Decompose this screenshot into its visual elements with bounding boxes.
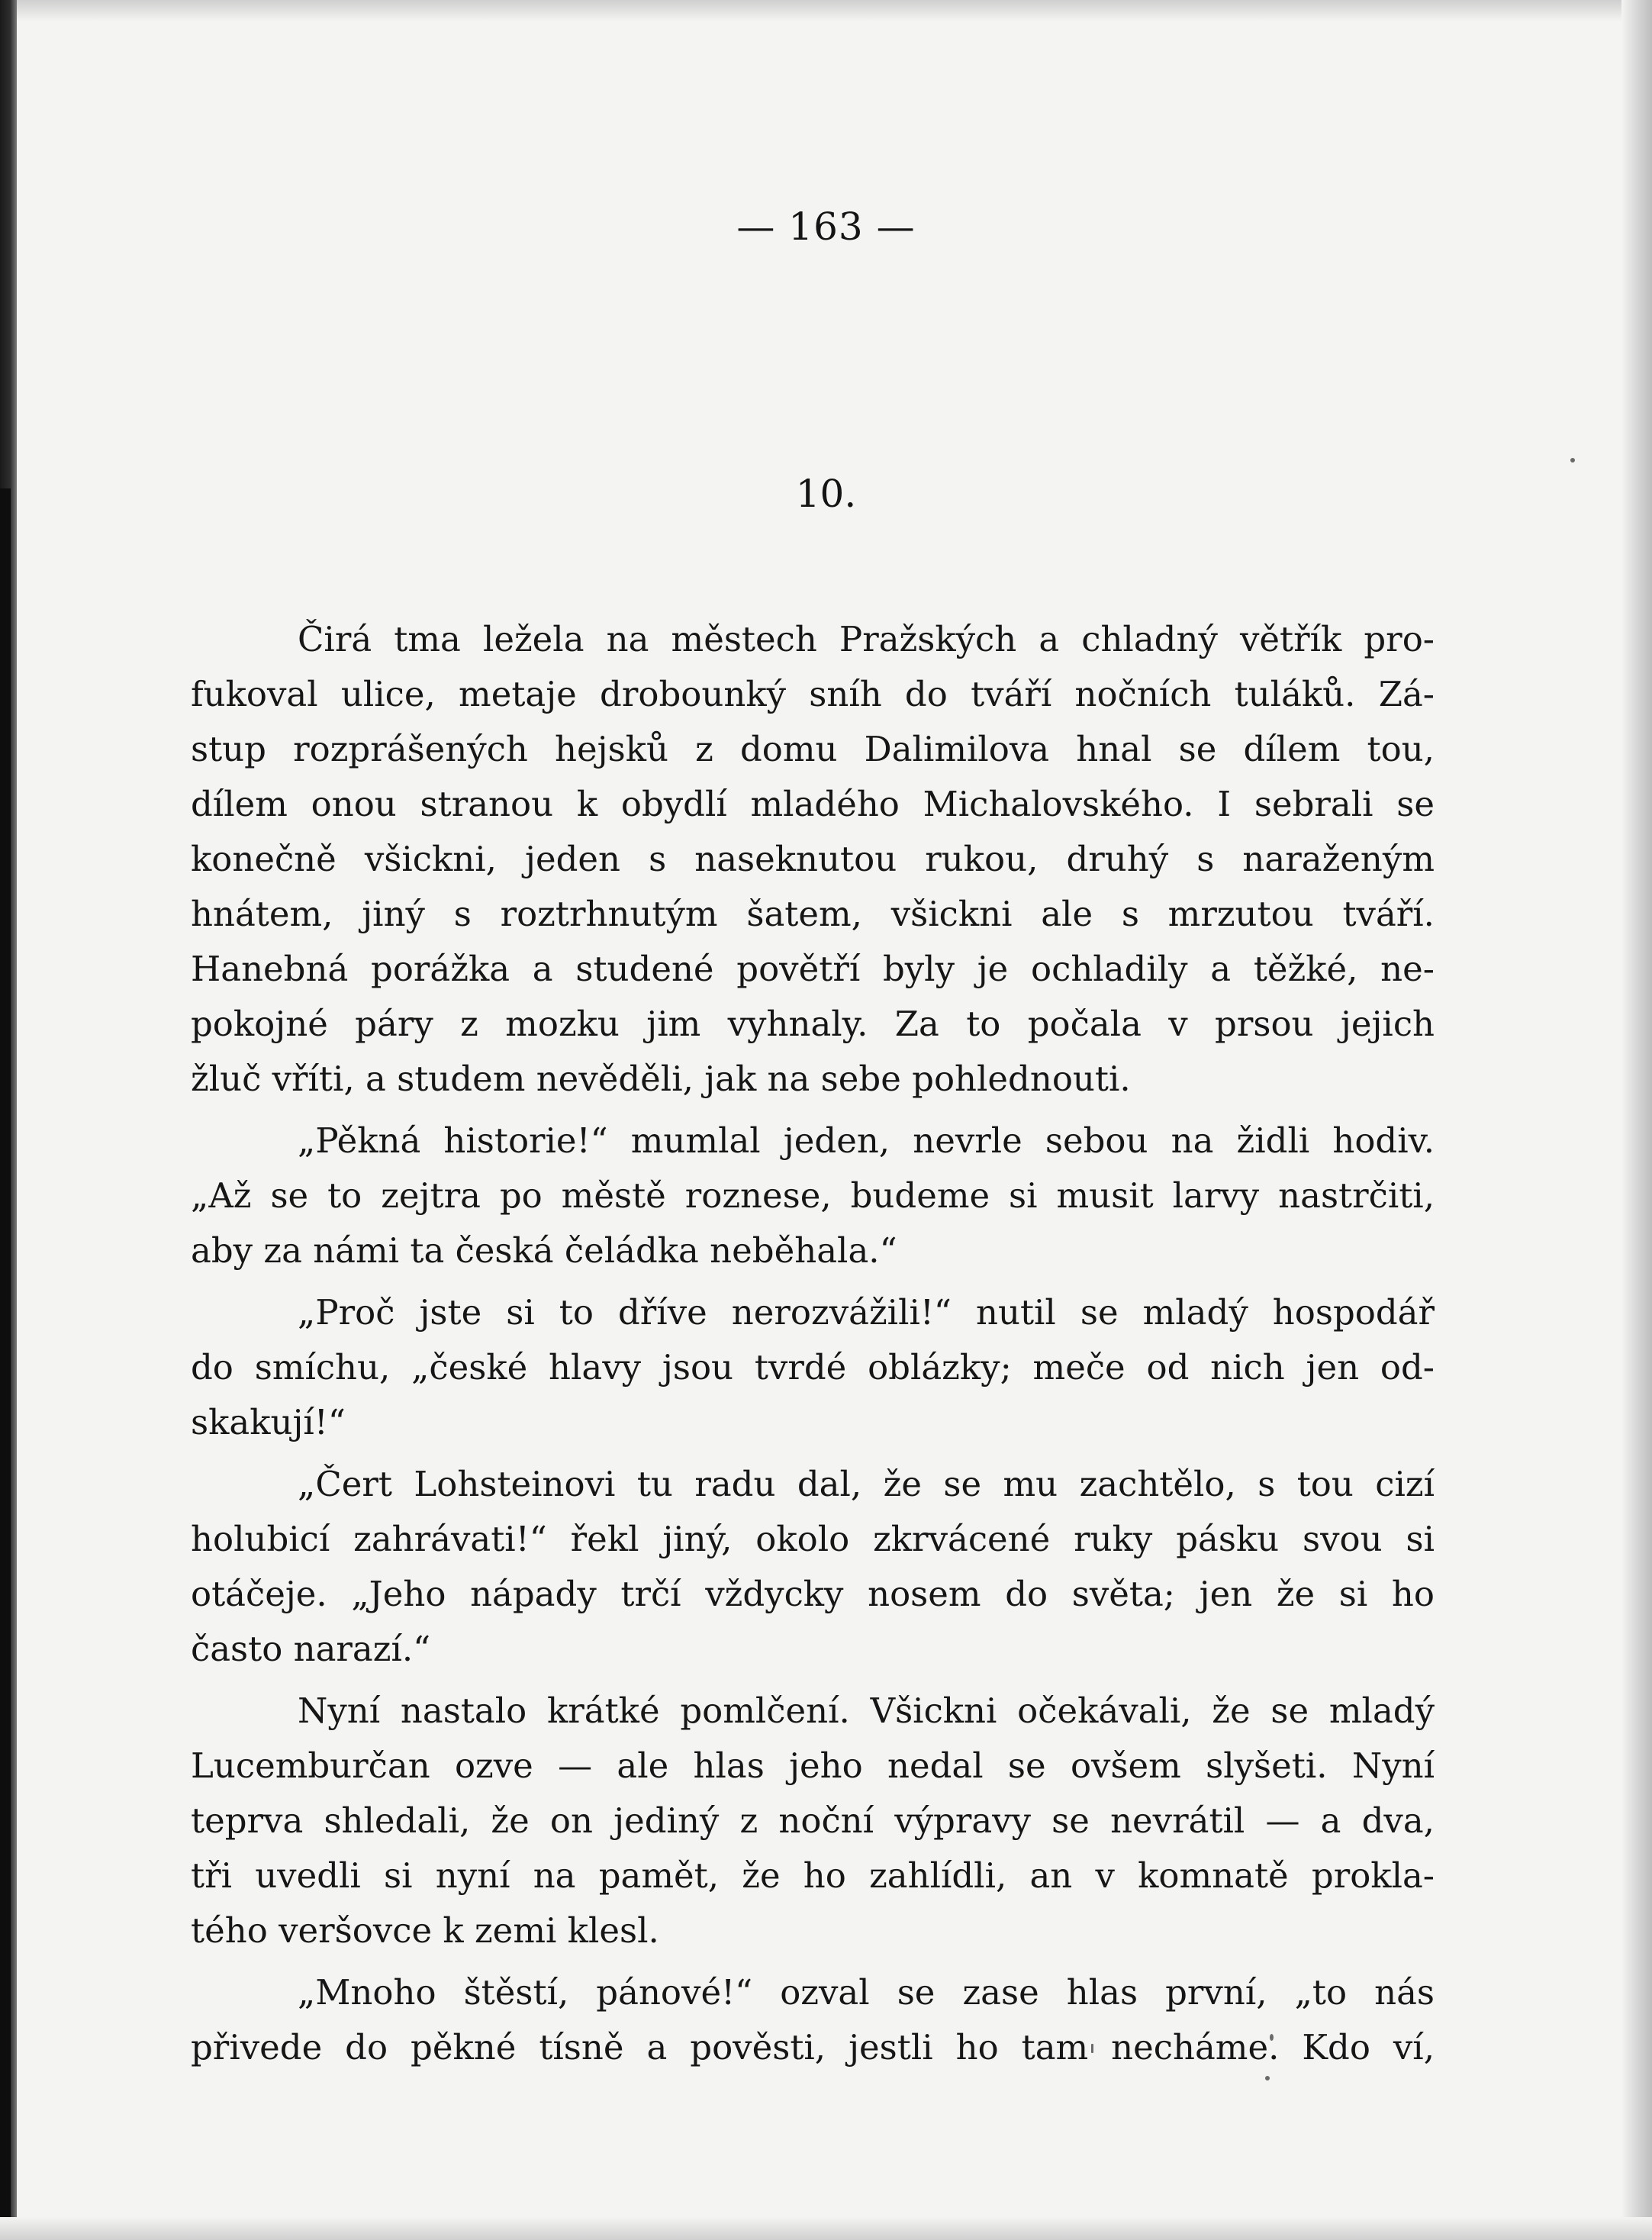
text-line: fukoval ulice, metaje drobounký sníh do tváří nočních tuláků. Zá-: [191, 674, 1435, 714]
print-speck: [1570, 458, 1575, 463]
print-speck: [1265, 2076, 1270, 2080]
text-line: Čirá tma ležela na městech Pražských a chladný větřík pro-: [298, 619, 1435, 659]
text-line: často narazí.“: [191, 1629, 431, 1669]
paragraph: [191, 1285, 1435, 1450]
text-line: Hanebná porážka a studené povětří byly je ochladily a těžké, ne-: [191, 949, 1435, 989]
text-line: „Čert Lohsteinovi tu radu dal, že se mu zachtělo, s tou cizí: [298, 1464, 1435, 1504]
text-line: Lucemburčan ozve — ale hlas jeho nedal se ovšem slyšeti. Nyní: [191, 1745, 1435, 1786]
text-line: otáčeje. „Jeho nápady trčí vždycky nosem do světa; jen že si ho: [191, 1574, 1435, 1614]
text-line: konečně všickni, jeden s naseknutou rukou, druhý s naraženým: [191, 839, 1435, 879]
paragraph: [191, 1965, 1435, 2075]
text-line: „Pěkná historie!“ mumlal jeden, nevrle sebou na židli hodiv.: [298, 1120, 1435, 1161]
text-line: holubicí zahrávati!“ řekl jiný, okolo zkrvácené ruky pásku svou si: [191, 1519, 1435, 1559]
text-line: dílem onou stranou k obydlí mladého Michalovského. I sebrali se: [191, 784, 1435, 824]
text-line: stup rozprášených hejsků z domu Dalimilova hnal se dílem tou,: [191, 729, 1435, 769]
page-top-edge-shadow: [0, 0, 1652, 21]
binding-shadow: [0, 488, 11, 2240]
text-line: „Proč jste si to dříve nerozvážili!“ nutil se mladý hospodář: [298, 1292, 1435, 1333]
text-line: tého veršovce k zemi klesl.: [191, 1910, 659, 1951]
paragraph: [191, 1114, 1435, 1278]
text-line: tři uvedli si nyní na pamět, že ho zahlídli, an v komnatě prokla-: [191, 1855, 1435, 1896]
text-line: Nyní nastalo krátké pomlčení. Všickni očekávali, že se mladý: [298, 1690, 1435, 1731]
page-number: — 163 —: [736, 205, 916, 249]
body-text: [191, 612, 1435, 2075]
text-line: žluč vříti, a studem nevěděli, jak na sebe pohlednouti.: [191, 1059, 1131, 1099]
page-bottom-edge-shadow: [0, 2217, 1652, 2240]
text-line: „Až se to zejtra po městě roznese, budeme si musit larvy nastrčiti,: [191, 1175, 1435, 1216]
text-line: přivede do pěkné tísně a pověsti, jestli ho tam necháme. Kdo ví,: [191, 2027, 1435, 2068]
text-line: skakují!“: [191, 1402, 346, 1442]
page-right-edge-shadow: [1621, 0, 1652, 2240]
paragraph: [191, 612, 1435, 1107]
paragraph: [191, 1457, 1435, 1677]
text-line: „Mnoho štěstí, pánové!“ ozval se zase hlas první, „to nás: [298, 1972, 1435, 2013]
text-line: pokojné páry z mozku jim vyhnaly. Za to počala v prsou jejich: [191, 1004, 1435, 1044]
text-line: hnátem, jiný s roztrhnutým šatem, všickni ale s mrzutou tváří.: [191, 894, 1435, 934]
chapter-heading: 10.: [795, 472, 857, 516]
paragraph: [191, 1684, 1435, 1958]
text-line: aby za námi ta česká čeládka neběhala.“: [191, 1230, 897, 1271]
text-line: do smíchu, „české hlavy jsou tvrdé oblázky; meče od nich jen od-: [191, 1347, 1435, 1388]
text-line: teprva shledali, že on jediný z noční výpravy se nevrátil — a dva,: [191, 1800, 1435, 1841]
